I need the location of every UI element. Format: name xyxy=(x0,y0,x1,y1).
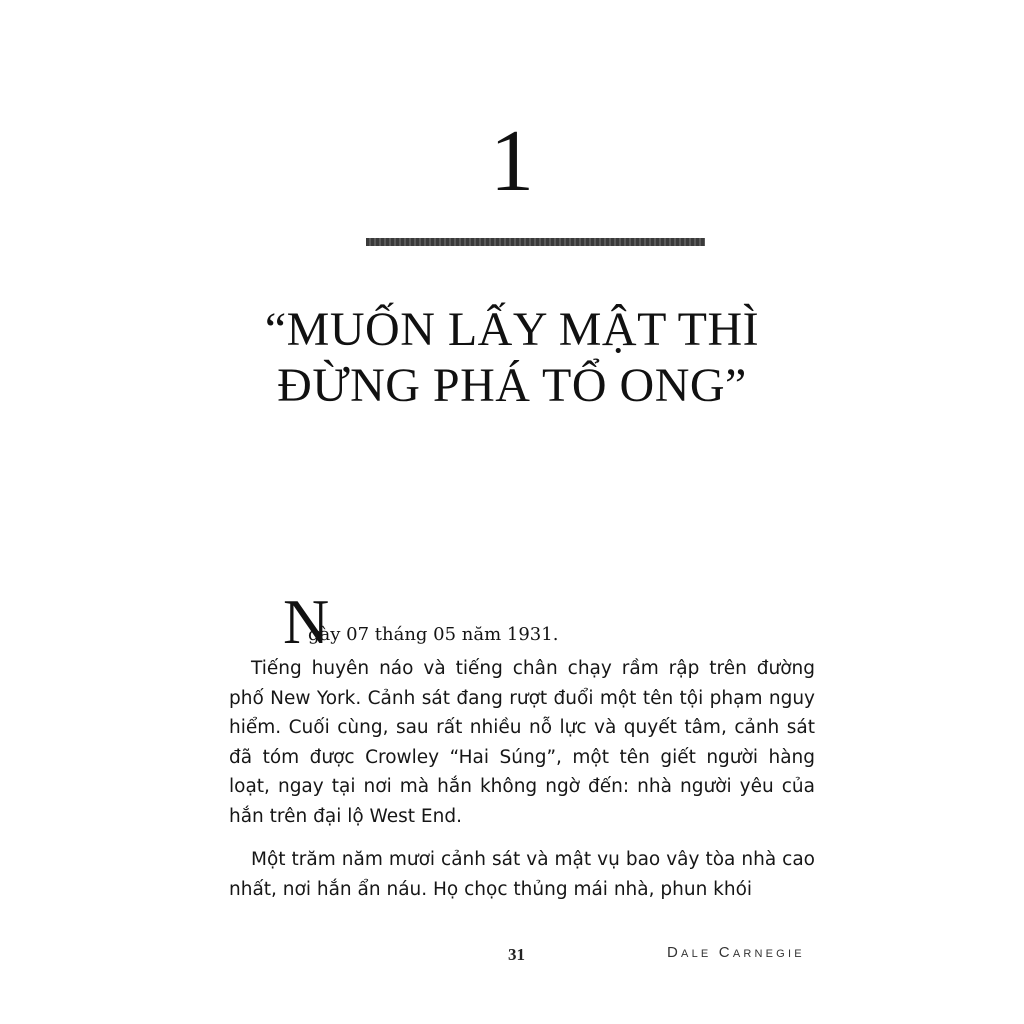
page-number: 31 xyxy=(508,945,525,964)
drop-cap: N xyxy=(283,586,330,657)
chapter-title xyxy=(0,302,1024,414)
paragraph-1: Tiếng huyên náo và tiếng chân chạy rầm rập trên đường phố New York. Cảnh sát đang rượt đuổi một tên tội phạm nguy hiểm. Cuối cùng, sau rất nhiều nỗ lực và quyết tâm, cảnh sát đã tóm được Crowley “Hai Súng”, một tên giết người hàng loạt, ngay tại nơi mà hắn không ngờ đến: nhà người yêu của hắn trên đại lộ West End. xyxy=(229,658,815,827)
chapter-title-line-2: ĐỪNG PHÁ TỔ ONG” xyxy=(277,359,747,412)
opening-line xyxy=(229,586,815,657)
chapter-number: 1 xyxy=(490,113,534,210)
opening-line-text: gày 07 tháng 05 năm 1931. xyxy=(308,624,559,645)
chapter-title-line-1: “MUỐN LẤY MẬT THÌ xyxy=(264,303,760,356)
decorative-rule xyxy=(366,238,705,246)
body-text xyxy=(229,586,815,914)
running-footer-author: Dale Carnegie xyxy=(667,944,805,961)
paragraph-2: Một trăm năm mươi cảnh sát và mật vụ bao vây tòa nhà cao nhất, nơi hắn ẩn náu. Họ chọc thủng mái nhà, phun khói xyxy=(229,849,815,900)
